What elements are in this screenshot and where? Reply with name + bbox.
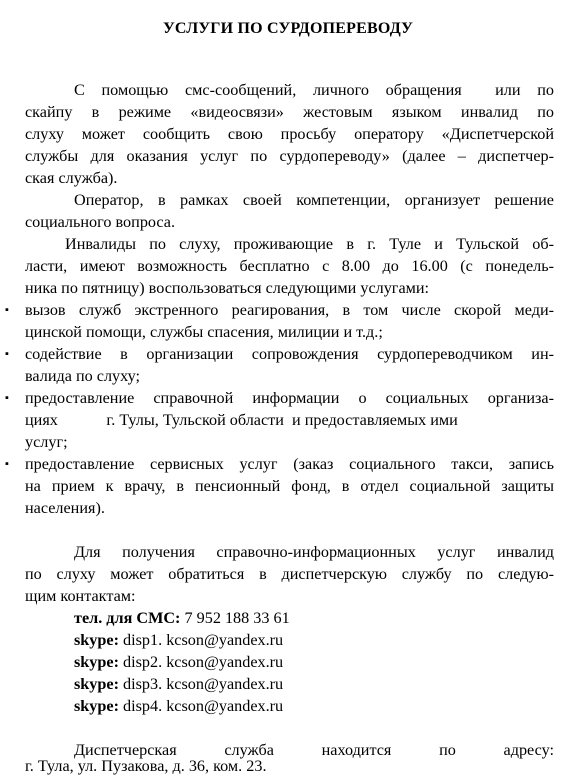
- skype-contact: [74, 652, 283, 672]
- bullet-marker: ▪: [5, 392, 9, 404]
- skype-label: skype:: [74, 631, 119, 649]
- service-item-line: валида по слуху;: [25, 367, 140, 385]
- service-item-line: предоставление сервисных услуг (заказ социального такси, запись: [25, 455, 554, 473]
- paragraph-1-line: слуху может сообщить свою просьбу оператору «Диспетчерской: [25, 125, 554, 143]
- bullet-marker: ▪: [5, 304, 9, 316]
- service-item-line: цинской помощи, службы спасения, милиции и т.д.;: [25, 323, 383, 341]
- service-item-line: циях г. Тулы, Тульской области и предоставляемых ими: [25, 411, 458, 429]
- service-item-line: населения).: [25, 499, 105, 517]
- skype-account: disp4. kcson@yandex.ru: [118, 697, 284, 715]
- paragraph-3-line: ника по пятницу) воспользоваться следующими услугами:: [25, 279, 430, 297]
- sms-label: тел. для СМС:: [74, 609, 181, 627]
- skype-account: disp1. kcson@yandex.ru: [118, 631, 284, 649]
- paragraph-2-line: Оператор, в рамках своей компетенции, организует решение: [74, 191, 554, 209]
- paragraph-2-line: социального вопроса.: [25, 213, 176, 231]
- paragraph-3-line: Инвалиды по слуху, проживающие в г. Туле и Тульской об-: [65, 235, 554, 253]
- skype-account: disp3. kcson@yandex.ru: [118, 675, 284, 693]
- page-title: УСЛУГИ ПО СУРДОПЕРЕВОДУ: [162, 20, 414, 37]
- paragraph-4-line: по слуху может обратиться в диспетчерскую службу по следую-: [25, 565, 554, 583]
- paragraph-1-line: службы для оказания услуг по сурдопереводу» (далее – диспетчер-: [25, 147, 554, 165]
- bullet-marker: ▪: [5, 348, 9, 360]
- paragraph-4-line: щим контактам:: [25, 587, 136, 605]
- address-line: Диспетчерская служба находится по адресу:: [74, 741, 554, 759]
- skype-label: skype:: [74, 697, 119, 715]
- service-item-line: на прием к врачу, в пенсионный фонд, в отдел социальной защиты: [25, 477, 554, 495]
- skype-contact: [74, 674, 283, 694]
- service-item-line: предоставление справочной информации о социальных организа-: [25, 389, 554, 407]
- sms-contact: [74, 608, 290, 628]
- bullet-marker: ▪: [5, 458, 9, 470]
- skype-contact: [74, 630, 283, 650]
- skype-contact: [74, 696, 283, 716]
- service-item-line: услуг;: [25, 433, 68, 451]
- sms-phone-number: 7 952 188 33 61: [180, 609, 290, 627]
- paragraph-1-line: ская служба).: [25, 169, 118, 187]
- address-line: г. Тула, ул. Пузакова, д. 36, ком. 23.: [25, 757, 267, 775]
- skype-label: skype:: [74, 675, 119, 693]
- service-item-line: содействие в организации сопровождения сурдопереводчиком ин-: [25, 345, 554, 363]
- paragraph-4-line: Для получения справочно-информационных услуг инвалид: [74, 543, 554, 561]
- skype-label: skype:: [74, 653, 119, 671]
- paragraph-1-line: С помощью смс-сообщений, личного обращения или по: [74, 81, 554, 99]
- paragraph-3-line: ласти, имеют возможность бесплатно с 8.00 до 16.00 (с понедель-: [25, 257, 554, 275]
- paragraph-1-line: скайпу в режиме «видеосвязи» жестовым языком инвалид по: [25, 103, 554, 121]
- service-item-line: вызов служб экстренного реагирования, в том числе скорой меди-: [25, 301, 554, 319]
- skype-account: disp2. kcson@yandex.ru: [118, 653, 284, 671]
